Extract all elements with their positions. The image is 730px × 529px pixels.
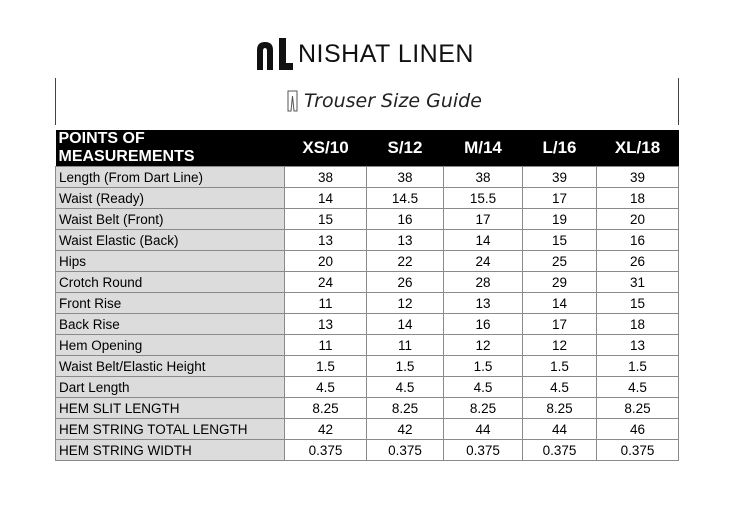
size-value: 11 — [285, 335, 367, 356]
size-value: 15 — [285, 209, 367, 230]
guide-title-text: Trouser Size Guide — [304, 90, 482, 112]
size-value: 11 — [285, 293, 367, 314]
table-row — [56, 335, 679, 356]
measurement-label: HEM STRING WIDTH — [56, 440, 285, 461]
size-value: 4.5 — [597, 377, 679, 398]
size-value: 17 — [444, 209, 523, 230]
table-row — [56, 251, 679, 272]
size-value: 0.375 — [285, 440, 367, 461]
size-value: 24 — [285, 272, 367, 293]
size-value: 31 — [597, 272, 679, 293]
measurement-label: Waist Elastic (Back) — [56, 230, 285, 251]
size-value: 39 — [523, 167, 597, 188]
size-value: 12 — [444, 335, 523, 356]
size-value: 1.5 — [444, 356, 523, 377]
size-value: 19 — [523, 209, 597, 230]
size-value: 42 — [367, 419, 444, 440]
size-value: 18 — [597, 314, 679, 335]
size-value: 8.25 — [367, 398, 444, 419]
size-value: 4.5 — [367, 377, 444, 398]
size-value: 12 — [523, 335, 597, 356]
size-value: 15.5 — [444, 188, 523, 209]
size-value: 24 — [444, 251, 523, 272]
size-value: 14 — [285, 188, 367, 209]
measurement-label: Back Rise — [56, 314, 285, 335]
size-value: 8.25 — [597, 398, 679, 419]
header-size: M/14 — [444, 130, 523, 167]
size-value: 13 — [367, 230, 444, 251]
size-value: 13 — [597, 335, 679, 356]
guide-title — [287, 88, 482, 114]
size-value: 4.5 — [285, 377, 367, 398]
size-value: 42 — [285, 419, 367, 440]
table-header-row — [56, 130, 679, 167]
table-row — [56, 377, 679, 398]
size-value: 1.5 — [285, 356, 367, 377]
size-value: 15 — [597, 293, 679, 314]
size-value: 20 — [597, 209, 679, 230]
size-value: 0.375 — [444, 440, 523, 461]
nl-logo-icon — [255, 36, 295, 72]
measurement-label: Hem Opening — [56, 335, 285, 356]
header-size: XL/18 — [597, 130, 679, 167]
size-value: 26 — [597, 251, 679, 272]
size-value: 25 — [523, 251, 597, 272]
header-size: L/16 — [523, 130, 597, 167]
header-measurements: POINTS OF MEASUREMENTS — [56, 130, 285, 167]
measurement-label: HEM SLIT LENGTH — [56, 398, 285, 419]
measurement-label: Hips — [56, 251, 285, 272]
brand-name: NISHAT LINEN — [298, 40, 474, 68]
brand-header — [0, 30, 730, 78]
table-row — [56, 188, 679, 209]
size-value: 39 — [597, 167, 679, 188]
measurement-label: Waist Belt (Front) — [56, 209, 285, 230]
table-row — [56, 419, 679, 440]
table-row — [56, 167, 679, 188]
size-value: 26 — [367, 272, 444, 293]
size-value: 13 — [285, 314, 367, 335]
size-value: 16 — [444, 314, 523, 335]
table-row — [56, 272, 679, 293]
size-value: 0.375 — [367, 440, 444, 461]
size-value: 14 — [444, 230, 523, 251]
size-value: 18 — [597, 188, 679, 209]
size-value: 15 — [523, 230, 597, 251]
size-value: 13 — [444, 293, 523, 314]
measurement-label: Dart Length — [56, 377, 285, 398]
size-value: 22 — [367, 251, 444, 272]
measurement-label: Front Rise — [56, 293, 285, 314]
size-table — [55, 130, 679, 461]
header-size: XS/10 — [285, 130, 367, 167]
size-value: 4.5 — [444, 377, 523, 398]
table-row — [56, 440, 679, 461]
size-value: 44 — [444, 419, 523, 440]
size-value: 13 — [285, 230, 367, 251]
size-value: 11 — [367, 335, 444, 356]
table-row — [56, 398, 679, 419]
size-value: 29 — [523, 272, 597, 293]
size-value: 16 — [367, 209, 444, 230]
table-body — [56, 167, 679, 461]
size-value: 8.25 — [523, 398, 597, 419]
size-value: 38 — [444, 167, 523, 188]
size-value: 1.5 — [597, 356, 679, 377]
size-value: 14 — [367, 314, 444, 335]
size-value: 1.5 — [367, 356, 444, 377]
table-row — [56, 209, 679, 230]
size-value: 17 — [523, 314, 597, 335]
table-row — [56, 293, 679, 314]
size-value: 14 — [523, 293, 597, 314]
size-value: 0.375 — [597, 440, 679, 461]
size-value: 0.375 — [523, 440, 597, 461]
table-row — [56, 314, 679, 335]
size-value: 17 — [523, 188, 597, 209]
measurement-label: Waist Belt/Elastic Height — [56, 356, 285, 377]
size-value: 1.5 — [523, 356, 597, 377]
size-value: 46 — [597, 419, 679, 440]
measurement-label: HEM STRING TOTAL LENGTH — [56, 419, 285, 440]
header-size: S/12 — [367, 130, 444, 167]
size-value: 20 — [285, 251, 367, 272]
size-value: 28 — [444, 272, 523, 293]
size-value: 14.5 — [367, 188, 444, 209]
size-value: 8.25 — [285, 398, 367, 419]
measurement-label: Crotch Round — [56, 272, 285, 293]
size-value: 16 — [597, 230, 679, 251]
size-value: 38 — [367, 167, 444, 188]
table-row — [56, 230, 679, 251]
measurement-label: Length (From Dart Line) — [56, 167, 285, 188]
size-value: 4.5 — [523, 377, 597, 398]
size-value: 38 — [285, 167, 367, 188]
trouser-icon — [287, 90, 298, 112]
size-value: 8.25 — [444, 398, 523, 419]
size-value: 44 — [523, 419, 597, 440]
table-row — [56, 356, 679, 377]
size-value: 12 — [367, 293, 444, 314]
measurement-label: Waist (Ready) — [56, 188, 285, 209]
